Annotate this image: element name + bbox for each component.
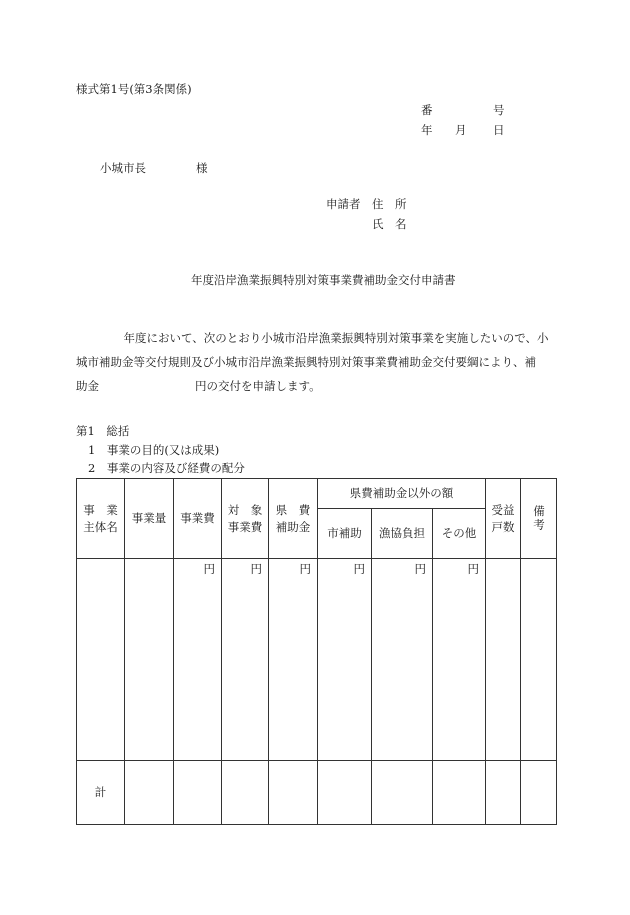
date-year-label: 年 bbox=[421, 123, 433, 137]
body-line-2: 城市補助金等交付規則及び小城市沿岸漁業振興特別対策事業費補助金交付要綱により、補 bbox=[76, 355, 536, 369]
total-coop bbox=[372, 761, 433, 825]
header-target-cost bbox=[222, 479, 269, 559]
body-line-3 bbox=[76, 374, 556, 398]
header-other-group: 県費補助金以外の額 bbox=[318, 479, 486, 509]
document-title: 年度沿岸漁業振興特別対策事業費補助金交付申請書 bbox=[191, 273, 456, 287]
total-remarks bbox=[521, 761, 557, 825]
cell-volume bbox=[125, 559, 174, 761]
applicant-label: 申請者 bbox=[326, 197, 361, 211]
addressee-honorific: 様 bbox=[196, 161, 208, 175]
header-pref-line2: 補助金 bbox=[275, 519, 311, 534]
section-item-1: 1 事業の目的(又は成果) bbox=[88, 443, 220, 457]
header-households bbox=[486, 479, 521, 559]
header-entity bbox=[77, 479, 125, 559]
header-cost: 事業費 bbox=[174, 479, 222, 559]
cell-entity bbox=[77, 559, 125, 761]
applicant-address-label: 住 所 bbox=[372, 197, 407, 211]
total-target bbox=[222, 761, 269, 825]
applicant-name-label: 氏 名 bbox=[372, 217, 407, 231]
total-pref bbox=[269, 761, 318, 825]
number-suffix: 号 bbox=[493, 103, 505, 117]
date-month-label: 月 bbox=[455, 123, 467, 137]
addressee-name: 小城市長 bbox=[100, 161, 146, 175]
header-volume: 事業量 bbox=[125, 479, 174, 559]
header-other: その他 bbox=[433, 509, 486, 559]
header-coop: 漁協負担 bbox=[372, 509, 433, 559]
date-day-label: 日 bbox=[493, 123, 505, 137]
cell-other-unit: 円 bbox=[433, 559, 486, 761]
header-households-line2: 戸数 bbox=[491, 519, 515, 534]
total-households bbox=[486, 761, 521, 825]
total-volume bbox=[125, 761, 174, 825]
cell-pref-unit: 円 bbox=[269, 559, 318, 761]
number-label: 番 bbox=[421, 103, 433, 117]
total-cost bbox=[174, 761, 222, 825]
cell-city-unit: 円 bbox=[318, 559, 372, 761]
header-pref-subsidy bbox=[269, 479, 318, 559]
cell-coop-unit: 円 bbox=[372, 559, 433, 761]
header-entity-line2: 主体名 bbox=[83, 519, 118, 534]
total-label: 計 bbox=[77, 761, 125, 825]
header-city: 市補助 bbox=[318, 509, 372, 559]
cell-target-unit: 円 bbox=[222, 559, 269, 761]
header-pref-line1: 県 費 bbox=[275, 502, 311, 517]
header-target-line1: 対 象 bbox=[227, 502, 263, 517]
form-number: 様式第1号(第3条関係) bbox=[76, 82, 192, 96]
body-line-3-prefix: 助金 bbox=[76, 379, 99, 393]
total-city bbox=[318, 761, 372, 825]
cell-remarks bbox=[521, 559, 557, 761]
cell-cost-unit: 円 bbox=[174, 559, 222, 761]
total-other bbox=[433, 761, 486, 825]
section-item-2: 2 事業の内容及び経費の配分 bbox=[88, 461, 245, 475]
header-remarks: 備考 bbox=[521, 479, 557, 559]
total-row bbox=[77, 761, 557, 825]
body-line-1: 年度において、次のとおり小城市沿岸漁業振興特別対策事業を実施したいので、小 bbox=[112, 331, 549, 345]
section-heading: 第1 総括 bbox=[76, 424, 130, 438]
header-target-line2: 事業費 bbox=[227, 519, 263, 534]
cell-households bbox=[486, 559, 521, 761]
data-row bbox=[77, 559, 557, 761]
expense-table bbox=[76, 478, 557, 825]
header-households-line1: 受益 bbox=[491, 502, 515, 517]
body-line-3-suffix: 円の交付を申請します。 bbox=[195, 379, 321, 393]
header-entity-line1: 事 業 bbox=[83, 502, 118, 517]
body-paragraph bbox=[76, 326, 556, 398]
